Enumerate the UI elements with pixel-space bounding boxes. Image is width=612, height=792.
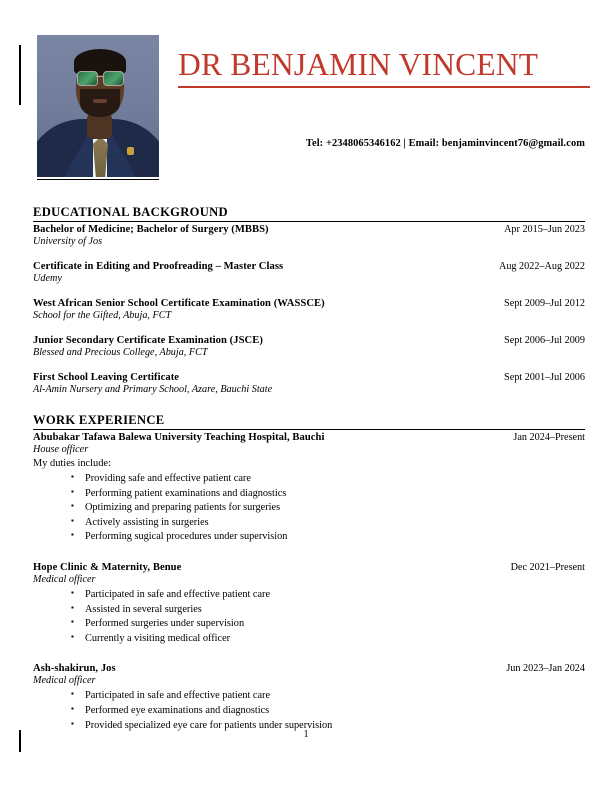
- work-experience-heading: WORK EXPERIENCE: [33, 413, 585, 430]
- education-entry-title: Junior Secondary Certificate Examination (JSCE): [33, 335, 263, 346]
- contact-line: Tel: +2348065346162 | Email: benjaminvincent76@gmail.com: [305, 138, 585, 149]
- education-heading: EDUCATIONAL BACKGROUND: [33, 205, 585, 222]
- work-entry-employer: Abubakar Tafawa Balewa University Teaching Hospital, Bauchi: [33, 432, 325, 443]
- education-entry-institution: Al-Amin Nursery and Primary School, Azare, Bauchi State: [33, 384, 273, 395]
- work-entry-role: House officer: [33, 444, 89, 455]
- work-entry-role: Medical officer: [33, 675, 96, 687]
- education-entry-date: Sept 2009–Jul 2012: [504, 298, 585, 309]
- list-item: ▪ Provided specialized eye care for patients under supervision: [71, 719, 585, 734]
- photo-lapel-pin: [127, 147, 134, 155]
- list-item: ▪ Performing patient examinations and diagnostics: [71, 487, 585, 502]
- education-entry-title: West African Senior School Certificate Examination (WASSCE): [33, 298, 325, 309]
- education-entry-title: First School Leaving Certificate: [33, 372, 180, 383]
- work-entry-note: My duties include:: [33, 458, 111, 469]
- education-entry-title: Certificate in Editing and Proofreading – Master Class: [33, 261, 284, 272]
- list-item: ▪ Performed surgeries under supervision: [71, 617, 585, 632]
- list-item: ▪ Actively assisting in surgeries: [71, 516, 585, 531]
- photo-glasses-right: [103, 71, 124, 86]
- page-title: DR BENJAMIN VINCENT: [178, 47, 539, 82]
- list-item: ▪ Participated in safe and effective patient care: [71, 588, 585, 603]
- education-entry-row: [33, 224, 585, 235]
- work-entry-date: Dec 2021–Present: [510, 562, 585, 574]
- page-number: 1: [303, 729, 309, 740]
- education-entry-institution: Blessed and Precious College, Abuja, FCT: [33, 347, 208, 358]
- work-entry-employer: Hope Clinic & Maternity, Benue: [33, 562, 182, 574]
- work-experience-list: [33, 432, 585, 733]
- education-entry-row: [33, 261, 585, 272]
- education-entry-date: Sept 2001–Jul 2006: [504, 372, 585, 383]
- education-entry-institution: School for the Gifted, Abuja, FCT: [33, 310, 172, 321]
- education-entry-date: Sept 2006–Jul 2009: [504, 335, 585, 346]
- education-list: [33, 224, 585, 395]
- work-entry-row: [33, 562, 585, 573]
- education-entry-row: [33, 372, 585, 383]
- education-entry: [33, 261, 585, 284]
- list-item: ▪ Optimizing and preparing patients for surgeries: [71, 501, 585, 516]
- education-entry-date: Apr 2015–Jun 2023: [504, 224, 585, 235]
- work-entry-row: [33, 432, 585, 443]
- work-entry: [33, 562, 585, 646]
- work-entry-role: Medical officer: [33, 574, 96, 586]
- photo-mouth: [93, 99, 107, 103]
- education-entry: [33, 224, 585, 247]
- page-title-underline: [178, 86, 590, 88]
- work-entry: [33, 663, 585, 733]
- list-item: ▪ Currently a visiting medical officer: [71, 632, 585, 647]
- education-entry-institution: Udemy: [33, 273, 62, 284]
- education-entry: [33, 372, 585, 395]
- work-entry-row: [33, 663, 585, 674]
- list-item: ▪ Providing safe and effective patient care: [71, 472, 585, 487]
- list-item: ▪ Participated in safe and effective patient care: [71, 689, 585, 704]
- education-entry: [33, 298, 585, 321]
- education-entry-date: Aug 2022–Aug 2022: [498, 261, 585, 272]
- photo-glasses-bridge: [96, 76, 103, 77]
- photo-beard: [80, 89, 120, 117]
- work-entry: [33, 432, 585, 545]
- list-item: ▪ Performing sugical procedures under supervision: [71, 530, 585, 545]
- work-entry-date: Jun 2023–Jan 2024: [506, 663, 585, 675]
- education-entry-title: Bachelor of Medicine; Bachelor of Surgery (MBBS): [33, 224, 269, 235]
- work-entry-date: Jan 2024–Present: [513, 432, 585, 443]
- education-entry: [33, 335, 585, 358]
- avatar: [37, 35, 159, 177]
- photo-underline: [37, 179, 159, 180]
- portrait-photo: [37, 35, 159, 177]
- work-entry-employer: Ash-shakirun, Jos: [33, 663, 116, 675]
- education-section: [33, 205, 585, 395]
- work-entry-duties: [33, 689, 585, 733]
- work-experience-section: [33, 413, 585, 733]
- list-item: ▪ Assisted in several surgeries: [71, 603, 585, 618]
- list-item: ▪ Performed eye examinations and diagnostics: [71, 704, 585, 719]
- work-entry-duties: [33, 588, 585, 646]
- work-entry-duties: [33, 472, 585, 545]
- photo-glasses-left: [77, 71, 98, 86]
- education-entry-institution: University of Jos: [33, 236, 103, 247]
- education-entry-row: [33, 298, 585, 309]
- resume-header: [0, 0, 612, 200]
- education-entry-row: [33, 335, 585, 346]
